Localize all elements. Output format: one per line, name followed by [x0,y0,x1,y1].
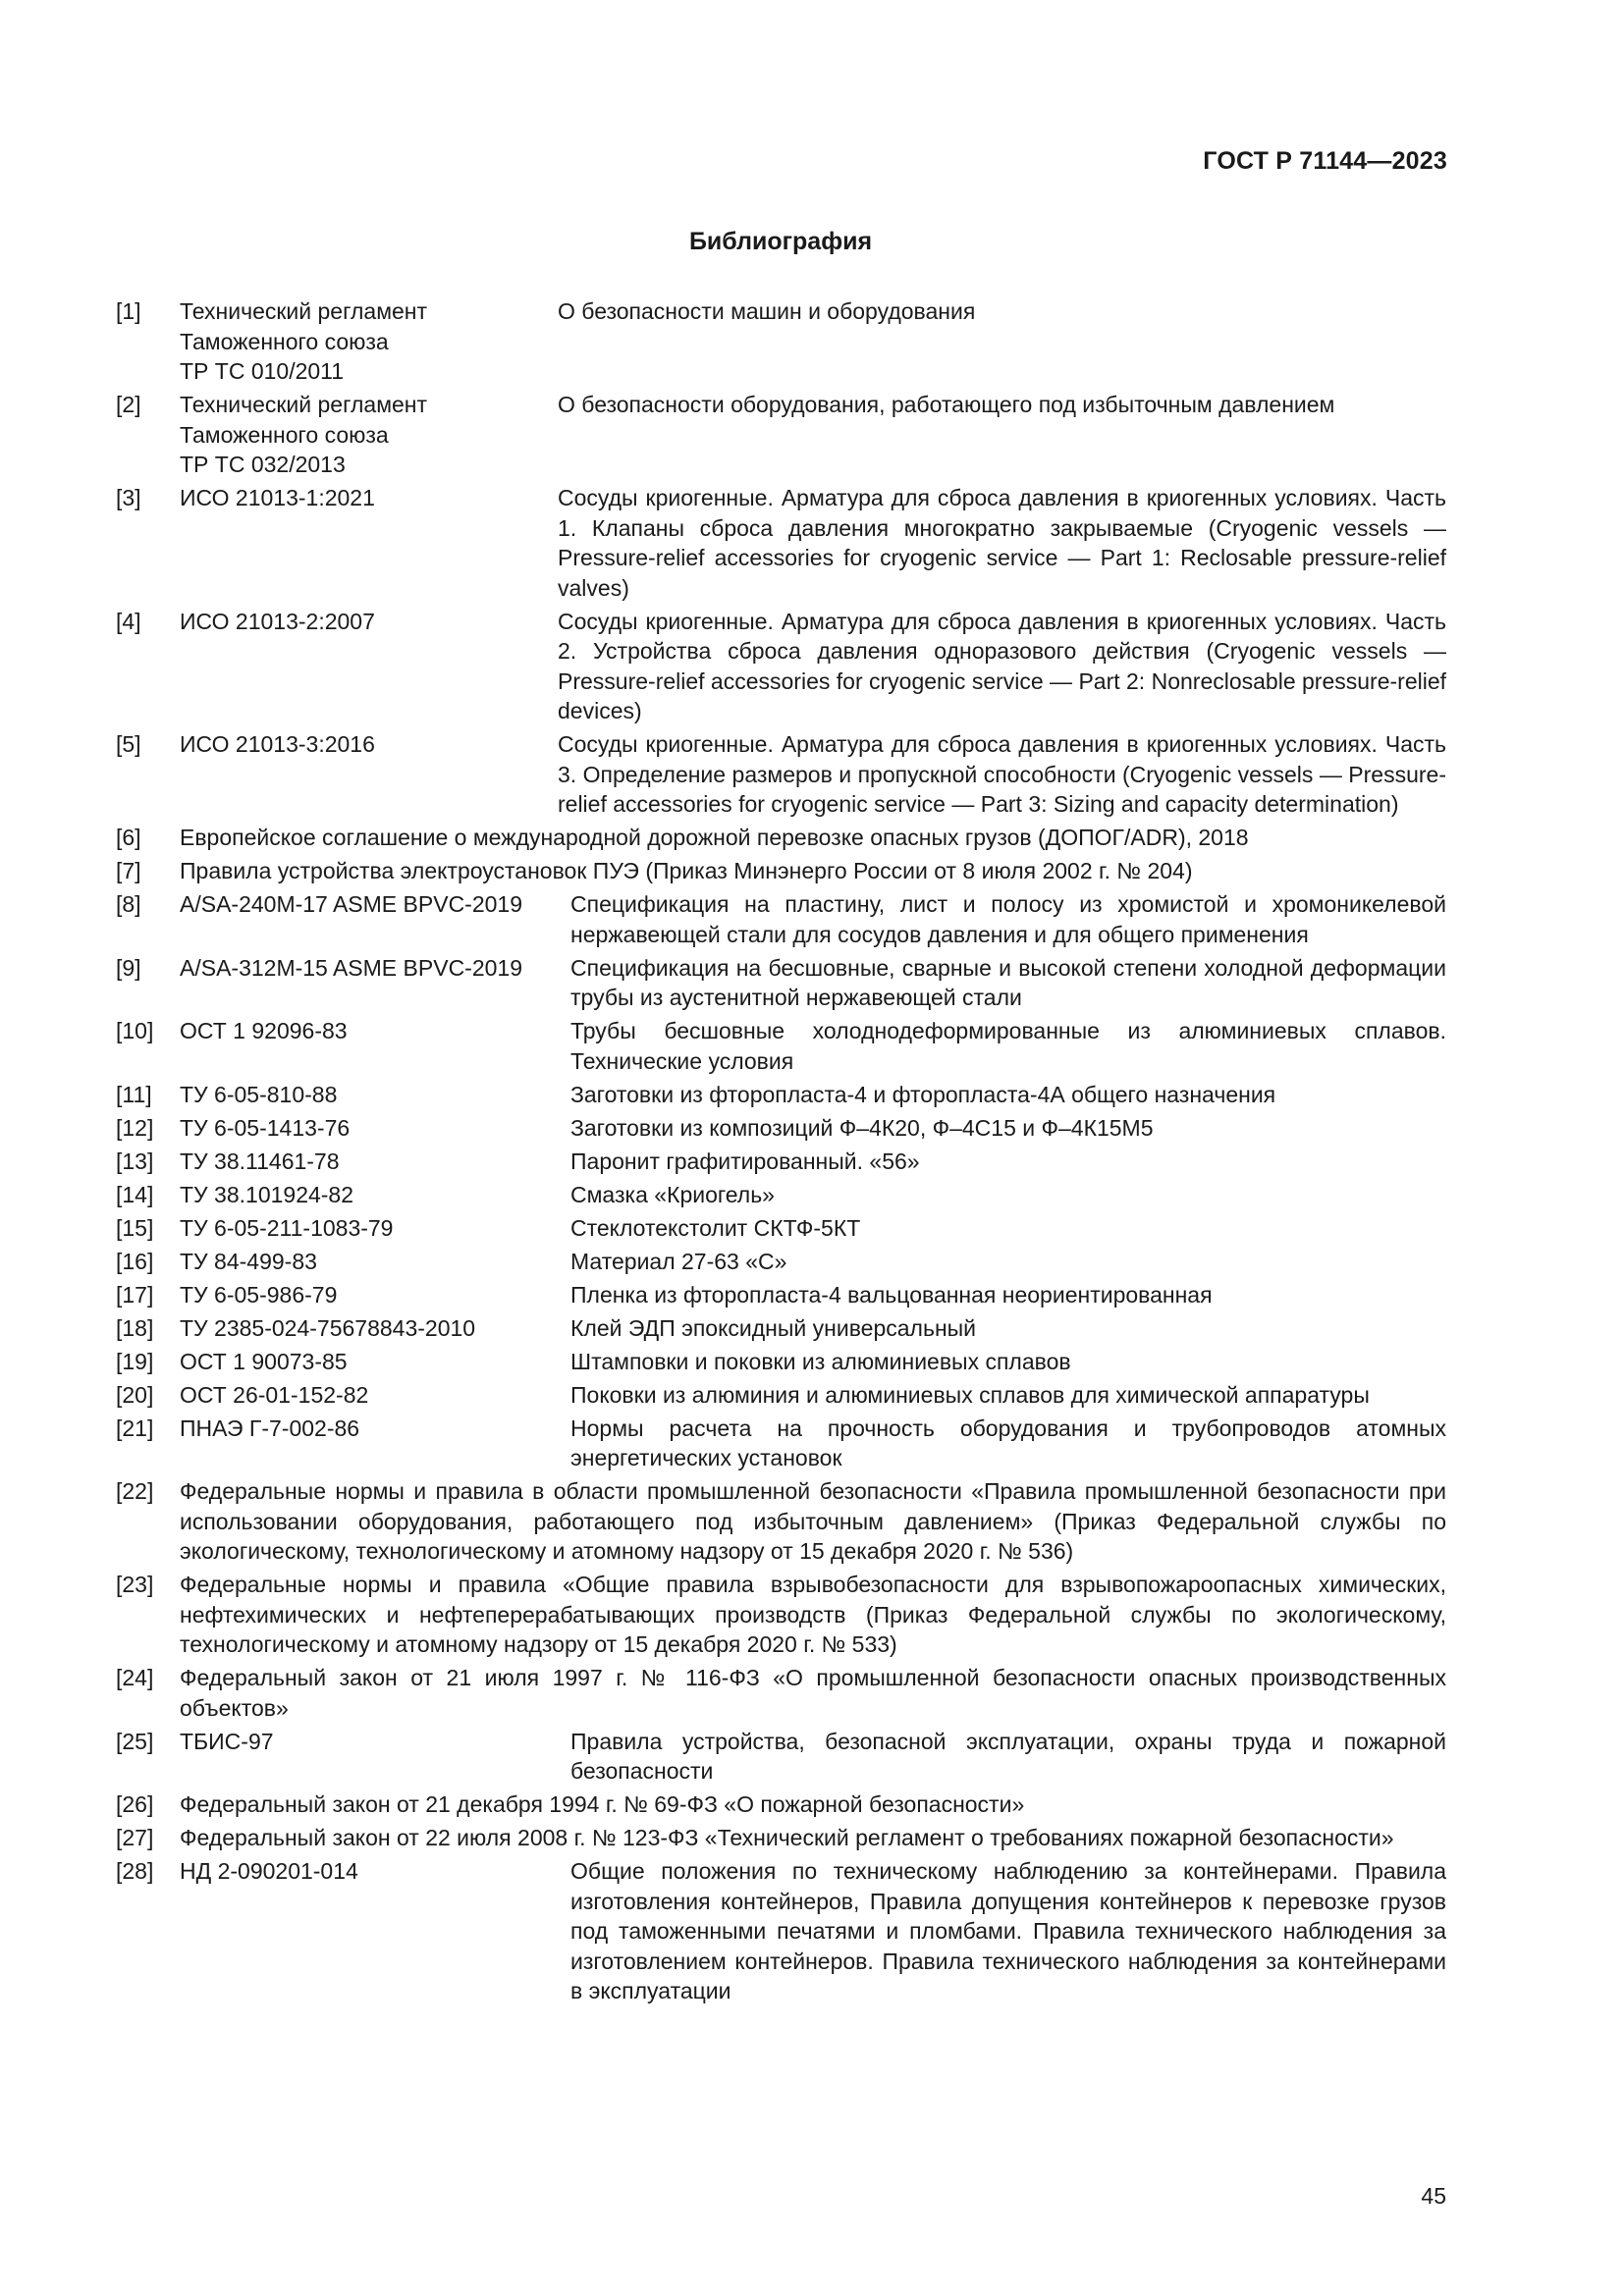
bibliography-entry [116,1789,1446,1820]
bibliography-entry [116,1414,1446,1473]
entry-number: [7] [116,858,141,883]
bibliography-entry [116,1080,1446,1110]
bibliography-entry [116,1856,1446,2006]
entry-number: [16] [116,1248,154,1274]
entry-reference: НД 2-090201-014 [180,1858,358,1884]
bibliography-entry [116,1147,1446,1177]
entry-description: Общие положения по техническому наблюдению за контейнерами. Правила изготовления контейнеров, Правила допущения контейнеров к перевозке грузов под таможенными печатями и пломбами. Правила технического наблюдения за изготовлением контейнеров. Правила технического наблюдения за контейнерами в эксплуатации [570,1858,1446,2003]
entry-number: [8] [116,891,141,917]
entry-text: Федеральный закон от 21 июля 1997 г. № 116-ФЗ «О промышленной безопасности опасных производственных объектов» [180,1665,1446,1721]
bibliography-entry [116,1313,1446,1344]
entry-description: Сосуды криогенные. Арматура для сброса давления в криогенных условиях. Часть 1. Клапаны сброса давления многократно закрываемые (Cryogenic vessels — Pressure-relief accessories for cryogenic service — Part 1: Reclosable pressure-relief valves) [558,485,1446,601]
entry-description: Материал 27-63 «С» [570,1248,787,1274]
entry-reference: ОСТ 26-01-152-82 [180,1381,369,1408]
entry-number: [20] [116,1381,154,1408]
entry-number: [23] [116,1572,154,1597]
entry-reference: ТУ 38.101924-82 [180,1181,354,1207]
entry-description: Паронит графитированный. «56» [570,1148,920,1174]
entry-description: Сосуды криогенные. Арматура для сброса давления в криогенных условиях. Часть 2. Устройства сброса давления одноразового действия (Cryogenic vessels — Pressure-relief accessories for cryogenic service — Part 2: Nonreclosable pressure-relief devices) [558,608,1447,723]
entry-number: [15] [116,1214,154,1241]
entry-number: [17] [116,1281,154,1308]
entry-description: Пленка из фторопласта-4 вальцованная неориентированная [570,1281,1213,1308]
entry-number: [25] [116,1728,154,1754]
document-code: ГОСТ Р 71144—2023 [1203,147,1447,175]
bibliography-entry [116,296,1446,387]
entry-number: [1] [116,298,141,324]
entry-number: [13] [116,1148,154,1174]
entry-reference: ТУ 38.11461-78 [180,1148,340,1174]
entry-number: [3] [116,485,141,510]
bibliography-list [116,296,1446,2009]
entry-description: Спецификация на бесшовные, сварные и высокой степени холодной деформации трубы из аустенитной нержавеющей стали [570,954,1446,1010]
bibliography-entry [116,1213,1446,1244]
entry-reference: ТУ 2385-024-75678843-2010 [180,1314,476,1341]
entry-reference: ТУ 84-499-83 [180,1248,317,1274]
entry-number: [19] [116,1348,154,1374]
entry-number: [5] [116,731,141,757]
entry-description: О безопасности оборудования, работающего под избыточным давлением [558,392,1335,417]
bibliography-entry [116,953,1446,1013]
page-title: Библиография [688,228,873,255]
entry-text: Федеральный закон от 21 декабря 1994 г. № 69-ФЗ «О пожарной безопасности» [180,1791,1025,1817]
bibliography-entry [116,889,1446,949]
entry-reference: ОСТ 1 90073-85 [180,1348,348,1374]
bibliography-entry [116,1347,1446,1377]
bibliography-entry [116,1476,1446,1567]
entry-reference: A/SA-312M-15 ASME BPVC-2019 [180,954,522,981]
entry-reference: ИСО 21013-2:2007 [180,608,375,634]
entry-text: Федеральные нормы и правила «Общие правила взрывобезопасности для взрывопожароопасных химических, нефтехимических и нефтеперерабатывающих производств (Приказ Федеральной службы по экологическому, технологическому и атомному надзору от 15 декабря 2020 г. № 533) [180,1572,1446,1657]
entry-number: [18] [116,1314,154,1341]
entry-description: Нормы расчета на прочность оборудования и трубопроводов атомных энергетических установок [570,1415,1446,1470]
entry-description: Штамповки и поковки из алюминиевых сплавов [570,1348,1071,1374]
bibliography-entry [116,856,1446,886]
entry-number: [28] [116,1858,154,1884]
entry-reference: ТУ 6-05-1413-76 [180,1114,351,1141]
entry-number: [21] [116,1415,154,1441]
entry-description: Правила устройства, безопасной эксплуатации, охраны труда и пожарной безопасности [570,1728,1446,1784]
entry-number: [10] [116,1018,154,1043]
entry-number: [11] [116,1081,152,1107]
bibliography-entry [116,1380,1446,1411]
entry-description: Смазка «Криогель» [570,1181,775,1207]
bibliography-entry [116,1016,1446,1076]
entry-reference: ТУ 6-05-211-1083-79 [180,1214,394,1241]
bibliography-entry [116,1180,1446,1210]
bibliography-entry [116,483,1446,603]
bibliography-entry [116,1570,1446,1660]
entry-reference: ТУ 6-05-986-79 [180,1281,338,1308]
entry-number: [27] [116,1825,154,1850]
entry-text: Федеральный закон от 22 июля 2008 г. № 123-ФЗ «Технический регламент о требованиях пожарной безопасности» [180,1825,1394,1850]
entry-description: Поковки из алюминия и алюминиевых сплавов для химической аппаратуры [570,1381,1370,1408]
entry-number: [12] [116,1114,154,1141]
entry-description: Сосуды криогенные. Арматура для сброса давления в криогенных условиях. Часть 3. Определение размеров и пропускной способности (Cryogenic vessels — Pressure-relief accessories for cryogenic service — Part 3: Sizing and capacity determination) [558,731,1446,817]
entry-reference: ИСО 21013-1:2021 [180,485,375,510]
entry-description: Стеклотекстолит СКТФ-5КТ [570,1214,861,1241]
bibliography-entry [116,607,1446,726]
entry-description: Заготовки из композиций Ф–4К20, Ф–4С15 и Ф–4К15М5 [570,1114,1154,1141]
bibliography-entry [116,1823,1446,1853]
bibliography-entry [116,390,1446,480]
entry-reference: Технический регламент Таможенного союза ТР ТС 010/2011 [180,298,428,384]
entry-number: [22] [116,1478,154,1504]
entry-number: [6] [116,825,141,850]
entry-reference: Технический регламент Таможенного союза ТР ТС 032/2013 [180,392,428,477]
bibliography-entry [116,1727,1446,1787]
entry-reference: ТУ 6-05-810-88 [180,1081,338,1107]
entry-reference: ИСО 21013-3:2016 [180,731,375,757]
bibliography-entry [116,823,1446,853]
entry-number: [26] [116,1791,154,1817]
entry-reference: ПНАЭ Г-7-002-86 [180,1415,360,1441]
entry-text: Европейское соглашение о международной дорожной перевозке опасных грузов (ДОПОГ/ADR), 2018 [180,825,1249,850]
entry-number: [24] [116,1665,154,1690]
entry-text: Правила устройства электроустановок ПУЭ (Приказ Минэнерго России от 8 июля 2002 г. № 204) [180,858,1193,883]
entry-reference: A/SA-240M-17 ASME BPVC-2019 [180,891,522,917]
entry-number: [2] [116,392,141,417]
page-number: 45 [1421,2183,1446,2209]
bibliography-entry [116,1280,1446,1310]
entry-number: [9] [116,954,141,981]
entry-description: О безопасности машин и оборудования [558,298,976,324]
bibliography-entry [116,729,1446,820]
entry-description: Трубы бесшовные холоднодеформированные из алюминиевых сплавов. Технические условия [570,1018,1446,1074]
entry-description: Заготовки из фторопласта-4 и фторопласта-4А общего назначения [570,1081,1276,1107]
bibliography-entry [116,1113,1446,1144]
entry-reference: ТБИС-97 [180,1728,274,1754]
entry-text: Федеральные нормы и правила в области промышленной безопасности «Правила промышленной безопасности при использовании оборудования, работающего под избыточным давлением» (Приказ Федеральной службы по экологическому, технологическому и атомному надзору от 15 декабря 2020 г. № 536) [180,1478,1446,1564]
bibliography-entry [116,1247,1446,1277]
entry-reference: ОСТ 1 92096-83 [180,1018,348,1043]
entry-number: [4] [116,608,141,634]
entry-number: [14] [116,1181,154,1207]
entry-description: Клей ЭДП эпоксидный универсальный [570,1314,977,1341]
entry-description: Спецификация на пластину, лист и полосу из хромистой и хромоникелевой нержавеющей стали для сосудов давления и для общего применения [570,891,1446,947]
bibliography-entry [116,1663,1446,1723]
